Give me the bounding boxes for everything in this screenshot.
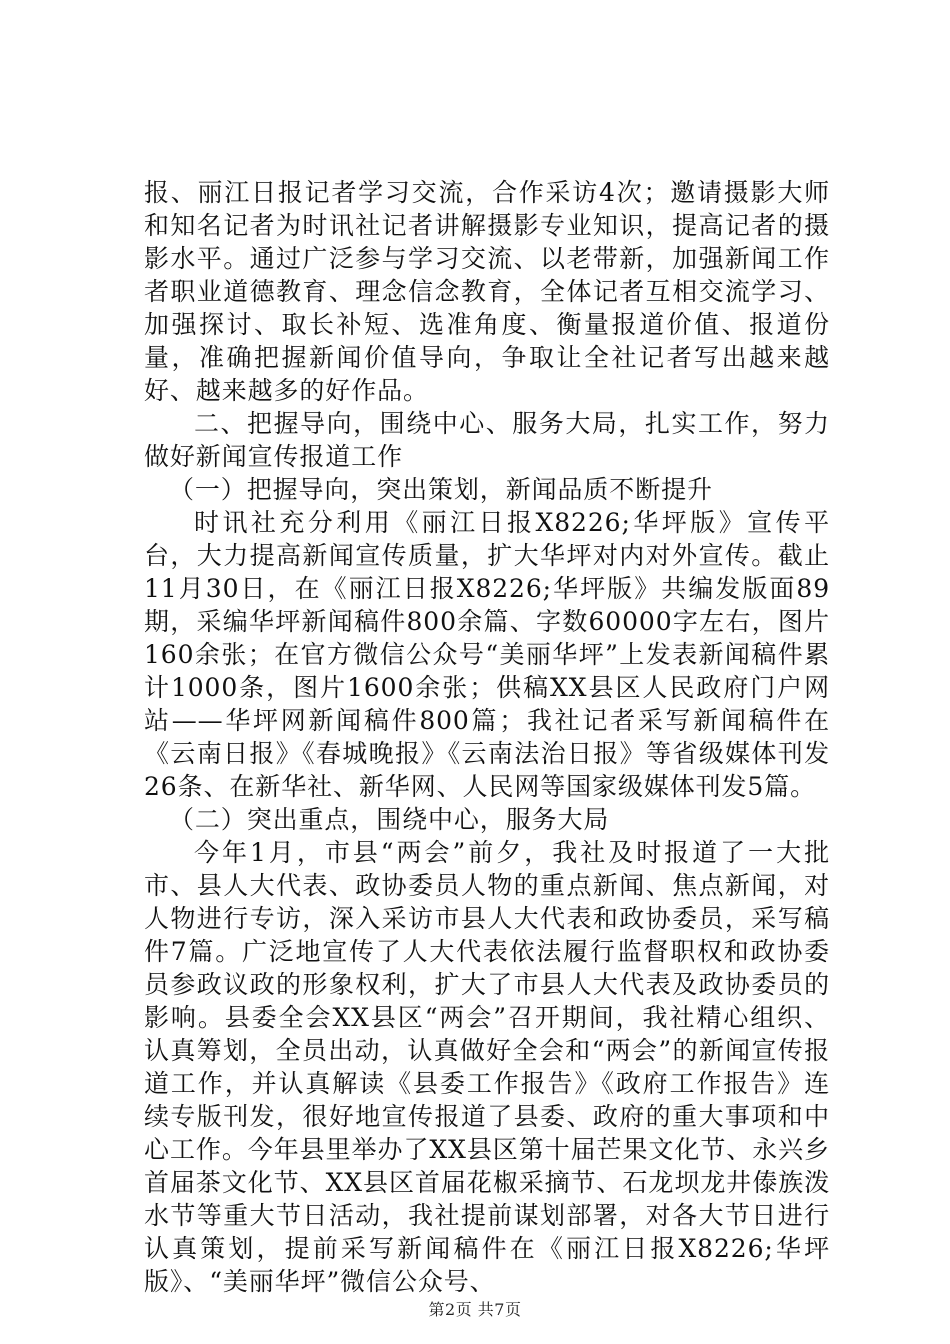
page-total: 共7页 [477,1300,522,1319]
paragraph-key-events: 今年1月，市县“两会”前夕，我社及时报道了一大批市、县人大代表、政协委员人物的重点新闻、焦点新闻，对人物进行专访，深入采访市县人大代表和政协委员，采写稿件7篇。广泛地宣传了人大代表依法履行监督职权和政协委员参政议政的形象权利，扩大了市县人大代表及政协委员的影响。县委全会XX县区“两会”召开期间，我社精心组织、认真筹划，全员出动，认真做好全会和“两会”的新闻宣传报道工作，并认真解读《县委工作报告》《政府工作报告》连续专版刊发，很好地宣传报道了县委、政府的重大事项和中心工作。今年县里举办了XX县区第十届芒果文化节、永兴乡首届茶文化节、XX县区首届花椒采摘节、石龙坝龙井傣族泼水节等重大节日活动，我社提前谋划部署，对各大节日进行认真策划，提前采写新闻稿件在《丽江日报X8226;华坪版》、“美丽华坪”微信公众号、 [144,838,830,1296]
subsection-heading-2: （二）突出重点，围绕中心，服务大局 [169,805,610,834]
subsection-heading-1: （一）把握导向，突出策划，新闻品质不断提升 [169,475,713,504]
page-footer [0,1300,950,1320]
document-body [144,176,830,1298]
paragraph-publication-stats: 时讯社充分利用《丽江日报X8226;华坪版》宣传平台，大力提高新闻宣传质量，扩大华坪对内对外宣传。截止11月30日，在《丽江日报X8226;华坪版》共编发版面89期，采编华坪新闻稿件800余篇、字数60000字左右，图片160余张；在官方微信公众号“美丽华坪”上发表新闻稿件累计1000条，图片1600余张；供稿XX县区人民政府门户网站——华坪网新闻稿件800篇；我社记者采写新闻稿件在《云南日报》《春城晚报》《云南法治日报》等省级媒体刊发26条、在新华社、新华网、人民网等国家级媒体刊发5篇。 [144,508,830,801]
section-heading: 二、把握导向，围绕中心、服务大局，扎实工作，努力做好新闻宣传报道工作 [144,409,830,471]
paragraph-continuation: 报、丽江日报记者学习交流，合作采访4次；邀请摄影大师和知名记者为时讯社记者讲解摄影专业知识，提高记者的摄影水平。通过广泛参与学习交流、以老带新，加强新闻工作者职业道德教育、理念信念教育，全体记者互相交流学习、加强探讨、取长补短、选准角度、衡量报道价值、报道份量，准确把握新闻价值导向，争取让全社记者写出越来越好、越来越多的好作品。 [144,178,830,405]
page-number: 第2页 [428,1300,473,1319]
